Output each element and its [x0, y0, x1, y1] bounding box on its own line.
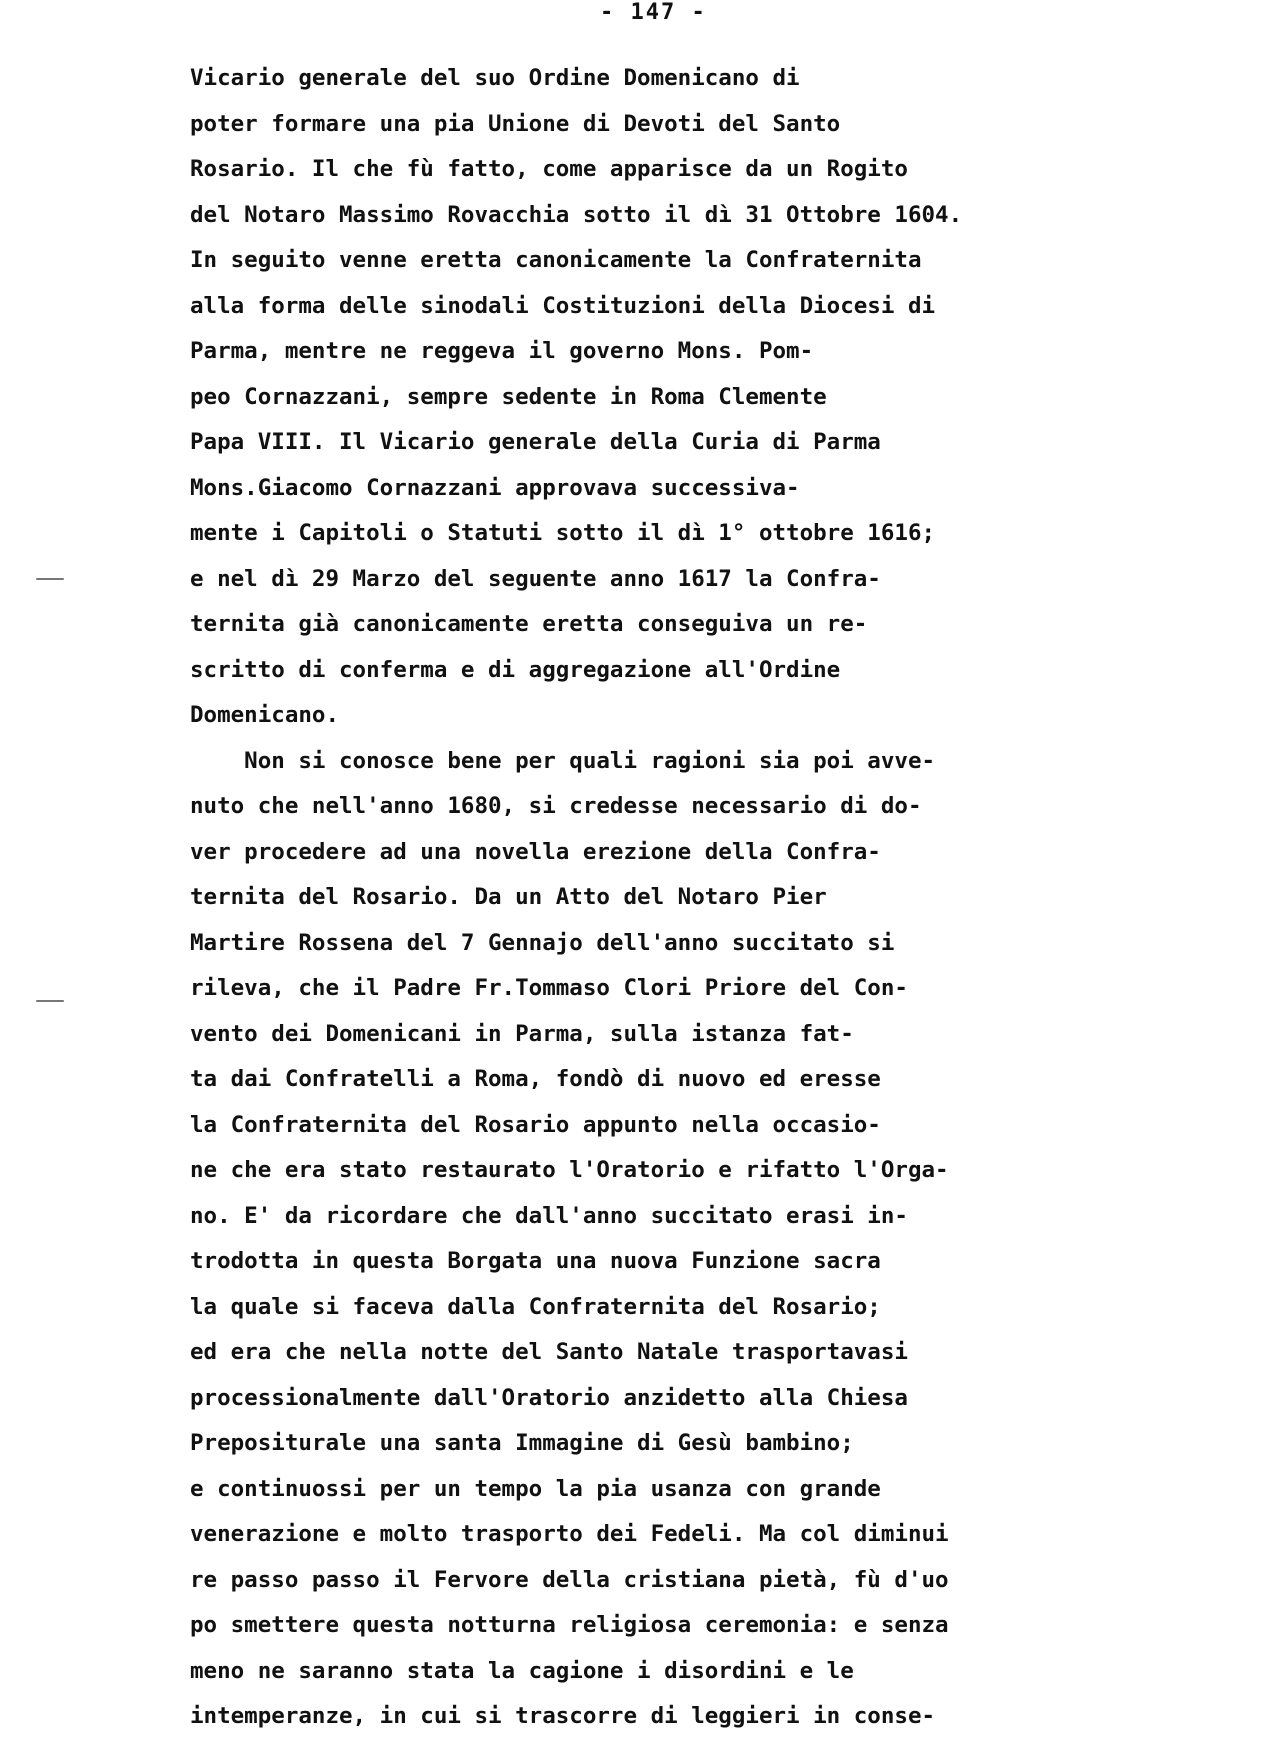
text-line: Rosario. Il che fù fatto, come apparisce da un Rogito — [190, 156, 908, 182]
text-line: Papa VIII. Il Vicario generale della Curia di Parma — [190, 429, 881, 455]
text-line: Vicario generale del suo Ordine Domenicano di — [190, 65, 800, 91]
text-line: alla forma delle sinodali Costituzioni della Diocesi di — [190, 292, 936, 319]
text-line: ver procedere ad una novella erezione della Confra- — [190, 838, 881, 865]
text-line: nuto che nell'anno 1680, si credesse necessario di do- — [190, 793, 922, 819]
text-line: la Confraternita del Rosario appunto nella occasio- — [190, 1111, 881, 1138]
text-line: e nel dì 29 Marzo del seguente anno 1617 la Confra- — [190, 565, 881, 592]
text-line: e continuossi per un tempo la pia usanza con grande — [190, 1475, 881, 1502]
text-line: meno ne saranno stata la cagione i disordini e le — [190, 1657, 854, 1684]
text-line: mente i Capitoli o Statuti sotto il dì 1° ottobre 1616; — [190, 520, 936, 546]
text-line: Mons.Giacomo Cornazzani approvava successiva- — [190, 474, 800, 501]
text-line: venerazione e molto trasporto dei Fedeli. Ma col diminui — [190, 1521, 949, 1547]
document-body — [190, 56, 1200, 1740]
text-line: Parma, mentre ne reggeva il governo Mons. Pom- — [190, 338, 814, 364]
text-line: po smettere questa notturna religiosa ceremonia: e senza — [190, 1612, 949, 1638]
text-line: Martire Rossena del 7 Gennajo dell'anno succitato si — [190, 929, 895, 956]
text-line: ternita del Rosario. Da un Atto del Notaro Pier — [190, 884, 827, 910]
text-line: processionalmente dall'Oratorio anzidetto alla Chiesa — [190, 1384, 908, 1411]
text-line: ne che era stato restaurato l'Oratorio e rifatto l'Orga- — [190, 1157, 949, 1183]
text-line: re passo passo il Fervore della cristiana pietà, fù d'uo — [190, 1566, 949, 1593]
margin-mark-left-2 — [36, 1000, 64, 1002]
text-line: ta dai Confratelli a Roma, fondò di nuovo ed eresse — [190, 1066, 881, 1092]
text-line: Domenicano. — [190, 702, 340, 728]
paragraph — [190, 739, 1200, 1740]
page-number: - 147 - — [600, 0, 707, 25]
text-line: intemperanze, in cui si trascorre di leggieri in conse- — [190, 1703, 936, 1729]
text-line: no. E' da ricordare che dall'anno succitato erasi in- — [190, 1202, 908, 1229]
text-line: vento dei Domenicani in Parma, sulla istanza fat- — [190, 1020, 854, 1047]
text-line: ternita già canonicamente eretta conseguiva un re- — [190, 611, 868, 637]
text-line: del Notaro Massimo Rovacchia sotto il dì 31 Ottobre 1604. — [190, 201, 963, 228]
text-line: rileva, che il Padre Fr.Tommaso Clori Priore del Con- — [190, 975, 908, 1001]
text-line: ed era che nella notte del Santo Natale trasportavasi — [190, 1339, 908, 1365]
paragraph — [190, 56, 1200, 739]
margin-mark-left-1 — [36, 578, 64, 580]
text-line: poter formare una pia Unione di Devoti del Santo — [190, 110, 841, 137]
text-line: In seguito venne eretta canonicamente la Confraternita — [190, 247, 922, 273]
text-line: scritto di conferma e di aggregazione all'Ordine — [190, 656, 841, 683]
text-line: Prepositurale una santa Immagine di Gesù bambino; — [190, 1430, 854, 1456]
text-line: Non si conosce bene per quali ragioni sia poi avve- — [190, 747, 936, 774]
text-line: la quale si faceva dalla Confraternita del Rosario; — [190, 1293, 881, 1320]
text-line: peo Cornazzani, sempre sedente in Roma Clemente — [190, 383, 827, 410]
text-line: trodotta in questa Borgata una nuova Funzione sacra — [190, 1248, 881, 1274]
